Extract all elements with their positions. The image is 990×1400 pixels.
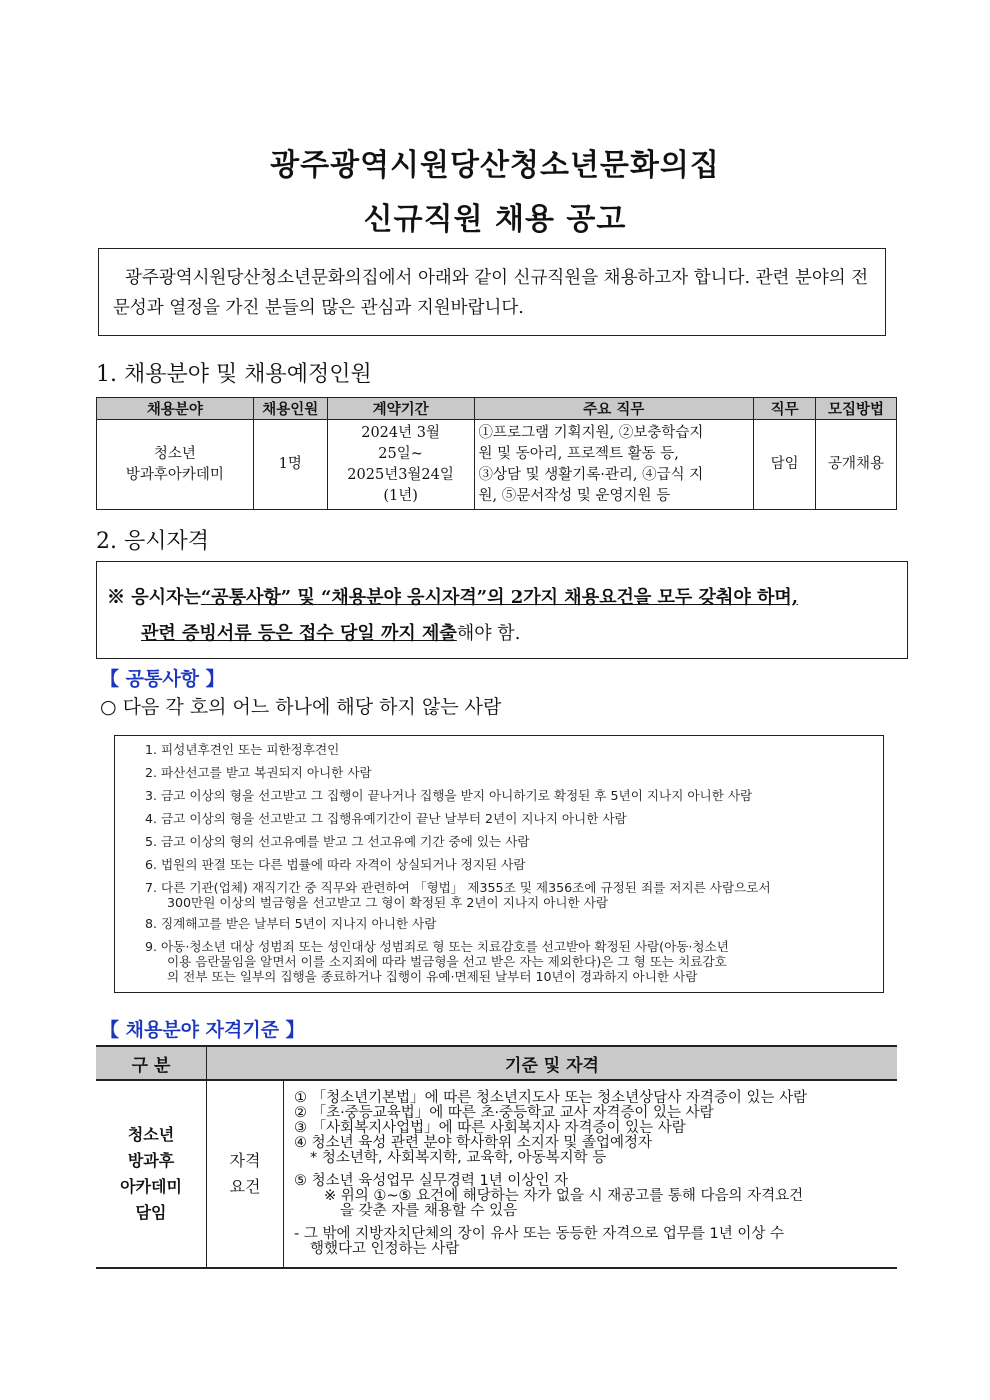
col-role: 직무 [754,398,816,420]
subcategory-line: 요건 [229,1177,261,1196]
period-line: 2025년3월24일 [347,466,454,483]
notice-underlined-2: 관련 증빙서류 등은 접수 당일 까지 제출 [141,623,457,644]
cell-duty [474,420,754,510]
list-item [145,939,883,984]
common-subheader: ○ 다음 각 호의 어느 하나에 해당 하지 않는 사람 [100,696,502,718]
criteria-item: ② 「초·중등교육법」에 따른 초·중등학교 교사 자격증이 있는 사람 [294,1105,714,1121]
col-count: 채용인원 [253,398,327,420]
table-row [96,1080,897,1268]
duty-line: ③상담 및 생활기록·관리, ④급식 지 [478,466,704,483]
duty-line: 원 및 동아리, 프로젝트 활동 등, [478,445,679,462]
list-item: 2. 파산선고를 받고 복권되지 아니한 사람 [145,765,372,780]
col-method: 모집방법 [816,398,897,420]
list-item [145,880,883,910]
period-line: (1년) [383,487,418,504]
criteria-item: ⑤ 청소년 육성업무 실무경력 1년 이상인 자 [294,1173,568,1189]
list-item-line: 9. 아동·청소년 대상 성범죄 또는 성인대상 성범죄로 형 또는 치료감호를 선고받아 확정된 사람(아동·청소년 [145,939,729,954]
cell-criteria [284,1080,898,1268]
list-item-line: 이용 음란물임을 알면서 이를 소지죄에 따라 벌금형을 선고 받은 자는 제외한다)은 그 형 또는 치료감호 [167,954,727,969]
field-line: 방과후아카데미 [125,466,224,483]
cell-method: 공개채용 [816,420,897,510]
page-title: 광주광역시원당산청소년문화의집 [270,148,720,183]
criteria-note: * 청소년학, 사회복지학, 교육학, 아동복지학 등 [310,1150,607,1166]
cell-field [97,420,254,510]
list-item: 4. 금고 이상의 형을 선고받고 그 집행유예기간이 끝난 날부터 2년이 지나지 아니한 사람 [145,811,627,826]
cell-count: 1명 [253,420,327,510]
field-line: 청소년 [153,445,196,462]
list-item: 5. 금고 이상의 형의 선고유예를 받고 그 선고유예 기간 중에 있는 사람 [145,834,530,849]
list-item: 1. 피성년후견인 또는 피한정후견인 [145,742,340,757]
table-row [97,420,897,510]
list-item-line: 의 전부 또는 일부의 집행을 종료하거나 집행이 유예·면제된 날부터 10년이 경과하지 아니한 사람 [167,969,698,984]
criteria-item: ③ 「사회복지사업법」에 따른 사회복지사 자격증이 있는 사람 [294,1120,686,1136]
criteria-extra: 행했다고 인정하는 사람 [310,1241,460,1257]
notice-underlined-1: “공통사항” 및 “채용분야 응시자격”의 2가지 채용요건을 모두 갖춰야 하며, [200,587,799,608]
duty-line: 원, ⑤문서작성 및 운영지원 등 [478,487,671,504]
criteria-item: ④ 청소년 육성 관련 분야 학사학위 소지자 및 졸업예정자 [294,1135,653,1151]
qualification-table-header [96,1046,897,1080]
section2-heading: 2. 응시자격 [96,529,209,554]
criteria-extra: - 그 밖에 지방자치단체의 장이 유사 또는 동등한 자격으로 업무를 1년 이상 수 [294,1226,784,1242]
list-item-line: 300만원 이상의 벌금형을 선고받고 그 형이 확정된 후 2년이 지나지 아니한 사람 [167,895,609,910]
cell-subcategory [207,1080,284,1268]
list-item: 8. 징계해고를 받은 날부터 5년이 지나지 아니한 사람 [145,916,437,931]
intro-box [98,248,886,336]
criteria-note: 을 갖춘 자를 채용할 수 있음 [340,1203,518,1219]
col-duty: 주요 직무 [474,398,754,420]
period-line: 2024년 3월 [361,424,440,441]
recruitment-table-header [97,398,897,420]
criteria-item: ① 「청소년기본법」에 따른 청소년지도사 또는 청소년상담사 자격증이 있는 사람 [294,1090,808,1106]
category-line: 담임 [135,1203,167,1222]
cell-role: 담임 [754,420,816,510]
notice-prefix: ※ 응시자는 [107,587,201,608]
cell-period [327,420,474,510]
category-line: 청소년 [127,1125,175,1144]
cell-category [96,1080,207,1268]
criteria-note: ※ 위의 ①~⑤ 요건에 해당하는 자가 없을 시 재공고를 통해 다음의 자격요건 [324,1188,804,1204]
notice-suffix: 해야 함. [456,623,521,644]
col-criteria: 기준 및 자격 [207,1046,898,1080]
duty-line: ①프로그램 기획지원, ②보충학습지 [478,424,704,441]
list-item: 6. 법원의 판결 또는 다른 법률에 따라 자격이 상실되거나 정지된 사람 [145,857,526,872]
notice-box [96,561,908,659]
col-field: 채용분야 [97,398,254,420]
section1-heading: 1. 채용분야 및 채용예정인원 [96,362,372,387]
disqualification-box [114,735,884,993]
list-item-line: 7. 다른 기관(업체) 재직기간 중 직무와 관련하여 「형법」 제355조 및 제356조에 규정된 죄를 저지른 사람으로서 [145,880,771,895]
page-subtitle: 신규직원 채용 공고 [363,202,627,237]
intro-text: 광주광역시원당산청소년문화의집에서 아래와 같이 신규직원을 채용하고자 합니다. 관련 분야의 전문성과 열정을 가진 분들의 많은 관심과 지원바랍니다. [113,268,869,318]
qualification-header: 【 채용분야 자격기준 】 [100,1019,305,1041]
col-period: 계약기간 [327,398,474,420]
period-line: 25일~ [378,445,423,462]
recruitment-table [96,397,897,510]
common-header: 【 공통사항 】 [100,668,225,690]
list-item: 3. 금고 이상의 형을 선고받고 그 집행이 끝나거나 집행을 받지 아니하기로 확정된 후 5년이 지나지 아니한 사람 [145,788,753,803]
qualification-table [96,1045,897,1269]
col-category: 구 분 [96,1046,207,1080]
category-line: 아카데미 [120,1177,182,1196]
category-line: 방과후 [127,1151,175,1170]
subcategory-line: 자격 [229,1151,261,1170]
